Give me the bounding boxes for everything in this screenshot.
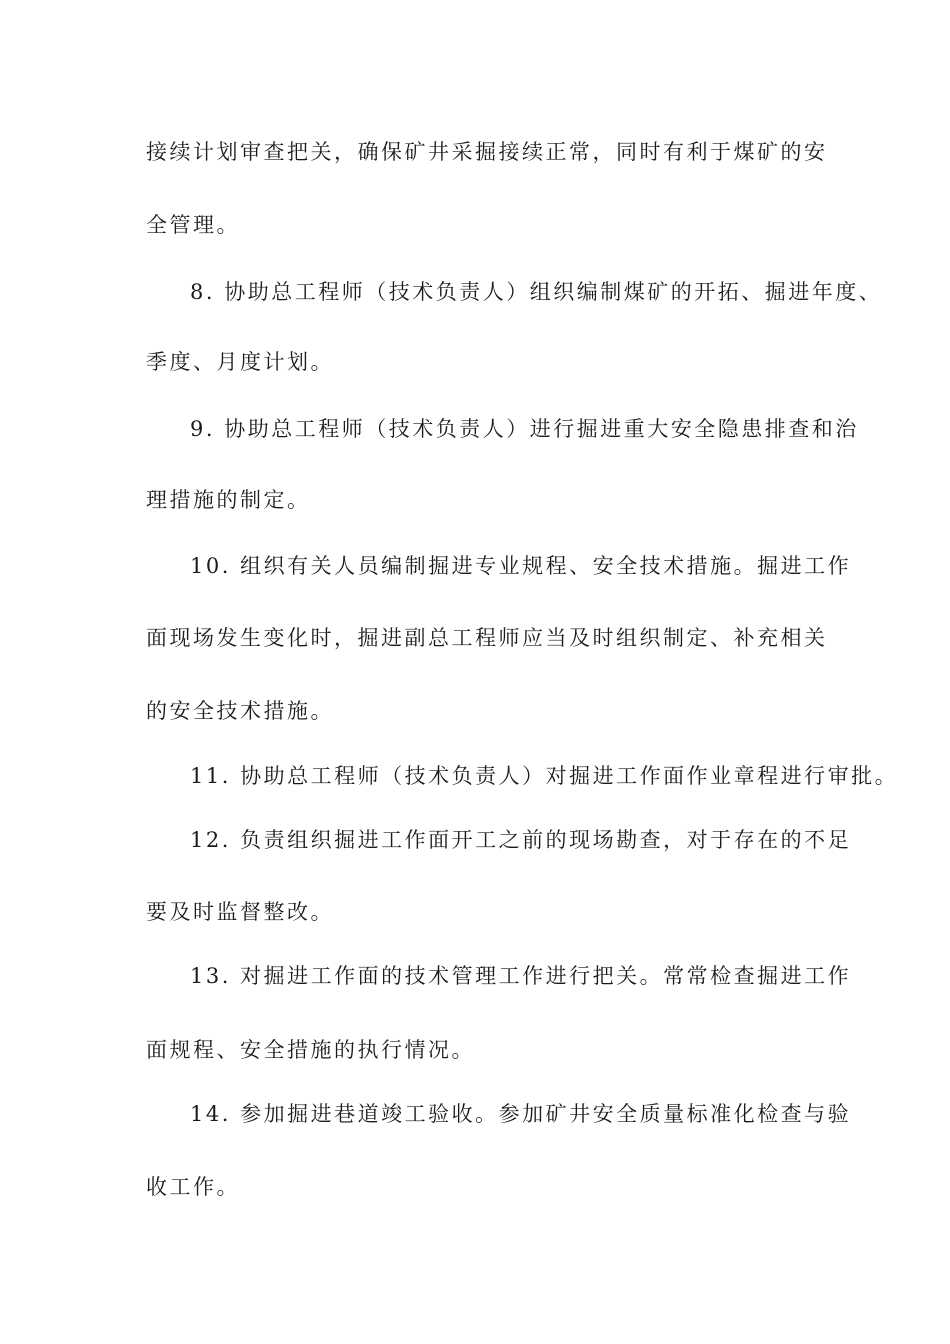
paragraph-line: 接续计划审查把关，确保矿井采掘接续正常，同时有利于煤矿的安	[146, 140, 828, 164]
list-item-12: 12. 负责组织掘进工作面开工之前的现场勘查，对于存在的不足	[190, 828, 852, 852]
list-item-11: 11. 协助总工程师（技术负责人）对掘进工作面作业章程进行审批。	[190, 764, 899, 788]
list-item-14: 14. 参加掘进巷道竣工验收。参加矿井安全质量标准化检查与验	[190, 1102, 852, 1126]
paragraph-line: 面规程、安全措施的执行情况。	[146, 1038, 475, 1062]
paragraph-line: 面现场发生变化时，掘进副总工程师应当及时组织制定、补充相关	[146, 626, 828, 650]
paragraph-line: 的安全技术措施。	[146, 699, 334, 723]
paragraph-line: 季度、月度计划。	[146, 350, 334, 374]
list-item-13: 13. 对掘进工作面的技术管理工作进行把关。常常检查掘进工作	[190, 964, 852, 988]
paragraph-line: 全管理。	[146, 213, 240, 237]
paragraph-line: 要及时监督整改。	[146, 900, 334, 924]
paragraph-line: 理措施的制定。	[146, 488, 311, 512]
list-item-9: 9. 协助总工程师（技术负责人）进行掘进重大安全隐患排查和治	[190, 417, 859, 441]
list-item-8: 8. 协助总工程师（技术负责人）组织编制煤矿的开拓、掘进年度、	[190, 280, 883, 304]
list-item-10: 10. 组织有关人员编制掘进专业规程、安全技术措施。掘进工作	[190, 554, 852, 578]
paragraph-line: 收工作。	[146, 1175, 240, 1199]
